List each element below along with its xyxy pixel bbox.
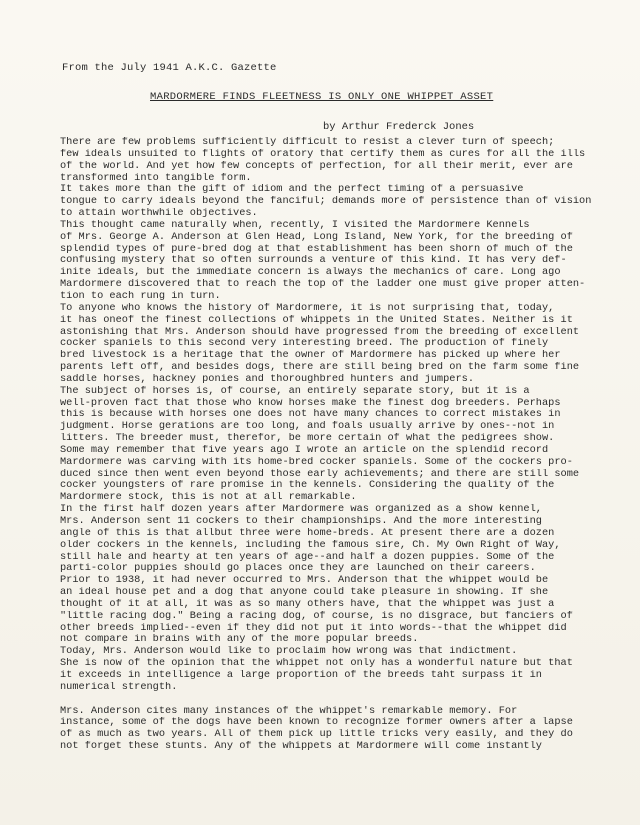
text-line: an ideal house pet and a dog that anyone could take pleasure in showing. If she	[60, 587, 549, 599]
text-line: numerical strength.	[60, 681, 178, 693]
text-line: tongue to carry ideals beyond the fanciful; demands more of persistence than of vision	[60, 196, 592, 208]
text-line: Some may remember that five years ago I wrote an article on the splendid record	[60, 444, 549, 456]
text-line: of Mrs. George A. Anderson at Glen Head, Long Island, New York, for the breeding of	[60, 231, 573, 243]
text-line: saddle horses, hackney ponies and thoroughbred hunters and jumpers.	[60, 373, 475, 385]
text-line: to attain worthwhile objectives.	[60, 208, 258, 220]
text-line	[60, 694, 620, 706]
text-line: of as much as two years. All of them pick up little tricks very easily, and they do	[60, 729, 573, 741]
text-line: this is because with horses one does not have many chances to correct mistakes in	[60, 409, 561, 421]
text-line: cocker youngsters of rare promise in the kennels. Considering the quality of the	[60, 480, 555, 492]
text-line: Mrs. Anderson sent 11 cockers to their championships. And the more interesting	[60, 516, 542, 527]
article-headline: MARDORMERE FINDS FLEETNESS IS ONLY ONE WHIPPET ASSET	[150, 91, 494, 103]
text-line: bred livestock is a heritage that the owner of Mardormere has picked up where her	[60, 350, 561, 362]
text-line: it exceeds in intelligence a large proportion of the breeds taht surpass it in	[60, 669, 542, 681]
text-line: confusing mystery that so often surrounds a venture of this kind. It has very def-	[60, 255, 567, 267]
text-line: older cockers in the kennels, including the famous sire, Ch. My Own Right of Way,	[60, 539, 561, 551]
text-line: She is now of the opinion that the whippet not only has a wonderful nature but that	[60, 658, 573, 670]
text-line: well-proven fact that those who know horses make the finest dog breeders. Perhaps	[60, 397, 561, 409]
text-line: still hale and hearty at ten years of age--and half a dozen puppies. Some of the	[60, 551, 555, 563]
text-line: thought of it at all, it was as so many others have, that the whippet was just a	[60, 598, 555, 610]
text-line: parents left off, and besides dogs, there are still being bred on the farm some fine	[60, 362, 580, 374]
article-byline: by Arthur Frederck Jones	[323, 121, 475, 133]
text-line: angle of this is that allbut three were home-breds. At present there are a dozen	[60, 527, 555, 539]
text-line: tion to each rung in turn.	[60, 290, 221, 302]
text-line: judgment. Horse gerations are too long, and foals usually arrive by ones--not in	[60, 421, 555, 433]
text-line: not compare in brains with any of the more popular breeds.	[60, 634, 419, 646]
text-line: not forget these stunts. Any of the whippets at Mardormere will come instantly	[60, 741, 542, 753]
text-line: Mardormere discovered that to reach the top of the ladder one must give proper atten-	[60, 279, 586, 291]
text-line: There are few problems sufficiently difficult to resist a clever turn of speech;	[60, 137, 555, 148]
text-line: To anyone who knows the history of Mardormere, it is not surprising that, today,	[60, 302, 555, 314]
text-line: splendid types of pure-bred dog at that establishment has been shorn of much of the	[60, 243, 573, 255]
text-line: instance, some of the dogs have been known to recognize former owners after a lapse	[60, 717, 573, 729]
text-line: The subject of horses is, of course, an entirely separate story, but it is a	[60, 385, 530, 397]
text-line: "little racing dog." Being a racing dog, of course, is no disgrace, but fanciers of	[60, 610, 573, 622]
text-line: duced since then went even beyond those early achievements; and there are still some	[60, 468, 580, 480]
article-body	[60, 137, 620, 753]
text-line: of the world. And yet how few concepts of perfection, for all their merit, ever are	[60, 160, 573, 172]
text-line: Mardormere was carving with its home-bred cocker spaniels. Some of the cockers pro-	[60, 456, 573, 468]
text-line: Mardormere stock, this is not at all remarkable.	[60, 492, 357, 504]
text-line: astonishing that Mrs. Anderson should have progressed from the breeding of excellent	[60, 326, 580, 338]
text-line: parti-color puppies should go places once they are launched on their careers.	[60, 563, 536, 575]
text-line: cocker spaniels to this second very interesting breed. The production of finely	[60, 338, 549, 350]
text-line: This thought came naturally when, recently, I visited the Mardormere Kennels	[60, 219, 530, 231]
source-line: From the July 1941 A.K.C. Gazette	[62, 62, 277, 74]
text-line: It takes more than the gift of idiom and the perfect timing of a persuasive	[60, 184, 524, 196]
text-line: inite ideals, but the immediate concern is always the mechanics of care. Long ago	[60, 267, 561, 279]
text-line: transformed into tangible form.	[60, 172, 252, 184]
text-line: other breeds implied--even if they did not put it into words--that the whippet did	[60, 622, 567, 634]
text-line: litters. The breeder must, therefor, be more certain of what the pedigrees show.	[60, 433, 555, 445]
text-line: Prior to 1938, it had never occurred to Mrs. Anderson that the whippet would be	[60, 575, 549, 587]
text-line: few ideals unsuited to flights of oratory that certify them as cures for all the ills	[60, 148, 586, 160]
text-line: it has oneof the finest collections of whippets in the United States. Neither is it	[60, 314, 573, 326]
text-line: Today, Mrs. Anderson would like to proclaim how wrong was that indictment.	[60, 646, 518, 658]
text-line: In the first half dozen years after Mardormere was organized as a show kennel,	[60, 504, 542, 516]
text-line: Mrs. Anderson cites many instances of the whippet's remarkable memory. For	[60, 705, 518, 717]
